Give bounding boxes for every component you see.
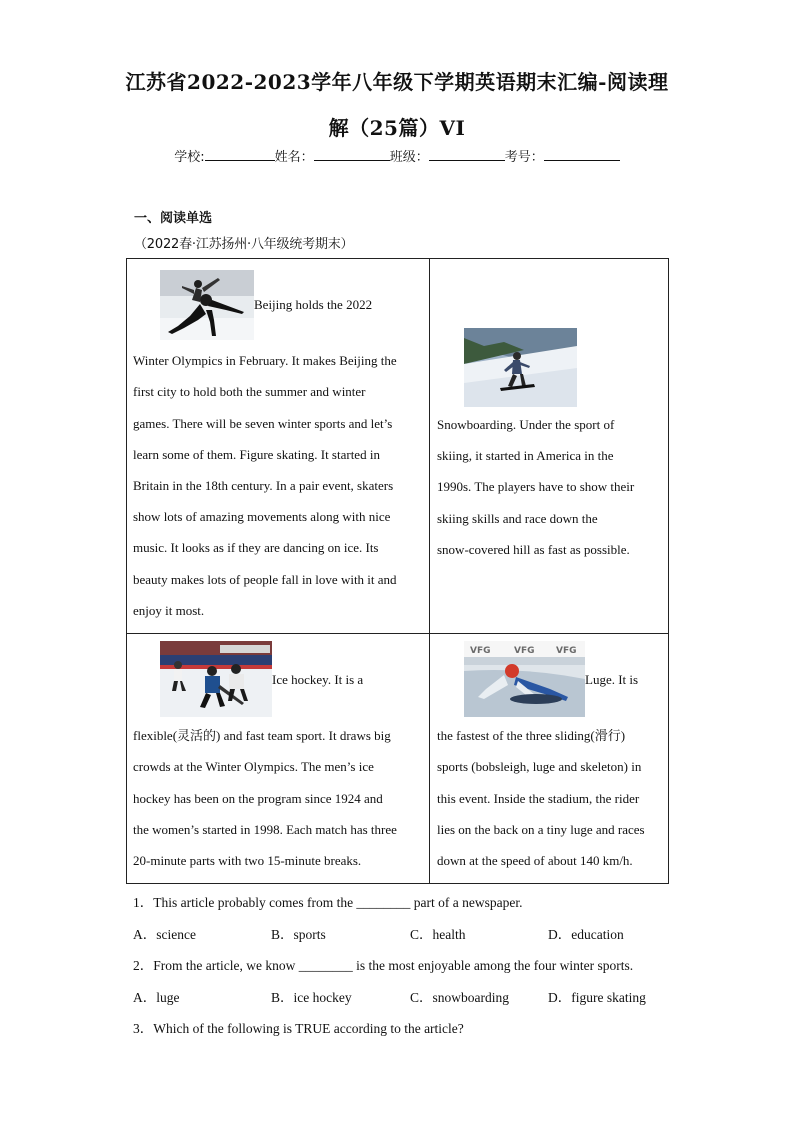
text-line: Winter Olympics in February. It makes Beijing the [133,353,397,369]
question-2-option-a[interactable]: A．luge [133,990,180,1005]
question-2-stem: 2．From the article, we know ________ is the most enjoyable among the four winter sports. [133,958,634,973]
luge-banner-text: VFG [470,646,491,656]
question-1-option-a[interactable]: A．science [133,927,196,942]
text-line: 1990s. The players have to show their [437,479,635,495]
snowboarding-photo [464,328,577,407]
question-1-option-d[interactable]: D．education [548,927,624,942]
text-line: 20-minute parts with two 15-minute breaks. [133,853,362,869]
question-2-option-b[interactable]: B．ice hockey [271,990,352,1005]
question-1-stem: 1．This article probably comes from the ________ part of a newspaper. [133,895,523,910]
text-line: sports (bobsleigh, luge and skeleton) in [437,759,642,775]
text-line: skiing, it started in America in the [437,448,614,464]
text-line: games. There will be seven winter sports and let’s [133,415,393,431]
table-column-divider [429,258,430,884]
school-label: 学校: [174,150,205,165]
number-blank[interactable] [544,149,620,161]
text-line: beauty makes lots of people fall in love with it and [133,571,397,587]
school-blank[interactable] [205,149,275,161]
text-line: learn some of them. Figure skating. It started in [133,446,380,462]
text-line: Beijing holds the 2022 [254,297,373,312]
snowboarding-text [437,409,667,565]
text-line: snow-covered hill as fast as possible. [437,541,630,557]
number-label: 考号： [504,150,544,165]
text-line: first city to hold both the summer and winter [133,384,366,400]
text-line: lies on the back on a tiny luge and races [437,821,645,837]
table-row-divider [126,633,669,634]
text-line: skiing skills and race down the [437,510,598,526]
question-2-option-d[interactable]: D．figure skating [548,990,646,1005]
text-line: down at the speed of about 140 km/h. [437,853,633,869]
document-title-line-1: 江苏省2022-2023学年八年级下学期英语期末汇编-阅读理 [125,70,669,94]
text-line: this event. Inside the stadium, the rider [437,790,640,806]
luge-banner-text: VFG [556,646,577,656]
source-note: （2022春·江苏扬州·八年级统考期末） [134,237,354,252]
question-3-stem: 3．Which of the following is TRUE according to the article? [133,1021,464,1036]
text-line: show lots of amazing movements along with nice [133,509,391,525]
text-line: crowds at the Winter Olympics. The men’s ice [133,759,374,775]
text-line: flexible(灵活的) and fast team sport. It draws big [133,728,391,744]
figure-skating-text [133,289,425,626]
text-line: hockey has been on the program since 1924 and [133,790,383,806]
luge-text [437,664,667,876]
text-line: the women’s started in 1998. Each match has three [133,821,397,837]
student-info-line [0,146,794,165]
section-heading: 一、阅读单选 [134,211,213,226]
text-line: the fastest of the three sliding(滑行) [437,728,626,744]
text-line: music. It looks as if they are dancing on ice. Its [133,540,379,556]
name-blank[interactable] [314,149,390,161]
text-line: Luge. It is [585,672,639,687]
question-2-option-c[interactable]: C．snowboarding [410,990,509,1005]
text-line: enjoy it most. [133,602,205,618]
class-label: 班级： [389,150,429,165]
text-line: Ice hockey. It is a [272,672,364,687]
ice-hockey-text [133,664,425,876]
question-1-option-b[interactable]: B．sports [271,927,326,942]
document-title-line-2: 解（25篇）VI [328,116,466,140]
class-blank[interactable] [429,149,505,161]
text-line: Snowboarding. Under the sport of [437,417,615,432]
name-label: 姓名： [274,150,314,165]
question-1-option-c[interactable]: C．health [410,927,466,942]
luge-banner-text: VFG [514,646,535,656]
text-line: Britain in the 18th century. In a pair event, skaters [133,478,394,494]
